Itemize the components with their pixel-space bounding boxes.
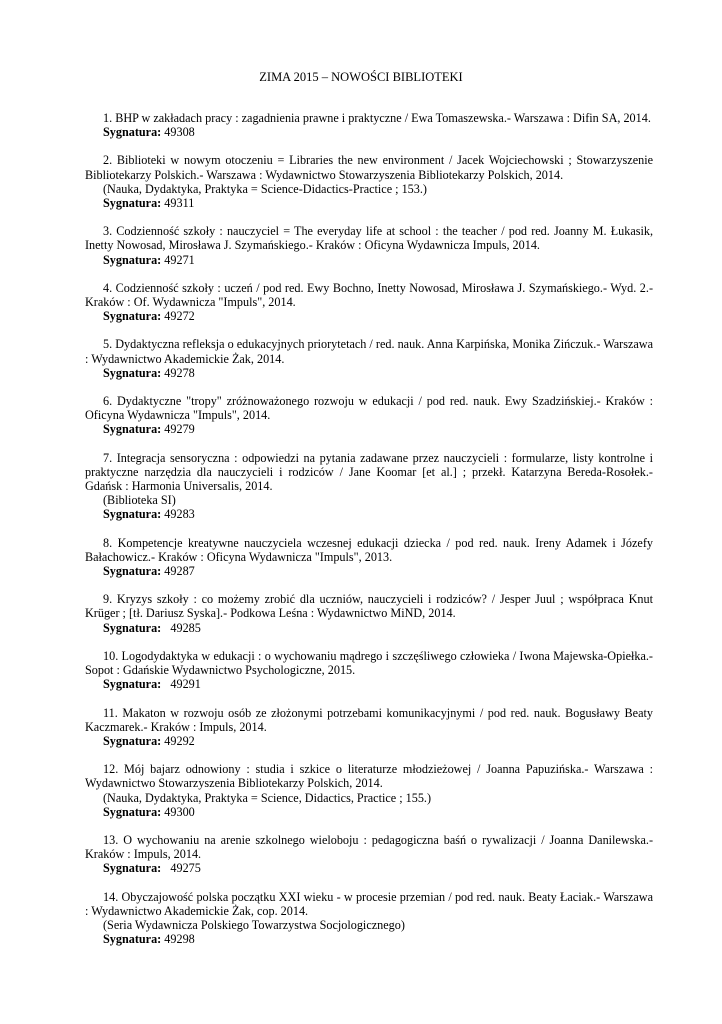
signature-value: 49311 bbox=[161, 196, 195, 211]
list-item bbox=[85, 451, 653, 522]
list-item bbox=[85, 337, 653, 380]
signature-label: Sygnatura: bbox=[103, 252, 162, 267]
signature-value: 49271 bbox=[161, 252, 195, 267]
signature-value: 49308 bbox=[161, 125, 195, 140]
signature-value: 49291 bbox=[161, 677, 201, 692]
entry-signature bbox=[85, 507, 653, 521]
list-item bbox=[85, 649, 653, 692]
list-item bbox=[85, 224, 653, 267]
entry-signature bbox=[85, 677, 653, 691]
book-list bbox=[85, 111, 653, 960]
entry-series-note: (Nauka, Dydaktyka, Praktyka = Science-Didactics-Practice ; 153.) bbox=[103, 181, 427, 196]
list-item bbox=[85, 833, 653, 876]
entry-description: 9. Kryzys szkoły : co możemy zrobić dla uczniów, nauczycieli i rodziców? / Jesper Juul ; współpraca Knut Krüger ; [tł. Dariusz Syska].- Podkowa Leśna : Wydawnictwo MiND, 2014. bbox=[85, 592, 653, 621]
list-item bbox=[85, 592, 653, 635]
signature-value: 49292 bbox=[161, 733, 195, 748]
signature-value: 49279 bbox=[161, 422, 195, 437]
list-item bbox=[85, 281, 653, 324]
entry-description: 14. Obyczajowość polska początku XXI wieku - w procesie przemian / pod red. nauk. Beaty Łaciak.- Warszawa : Wydawnictwo Akademickie Żak, cop. 2014. bbox=[85, 889, 653, 918]
signature-value: 49278 bbox=[161, 365, 195, 380]
list-item bbox=[85, 536, 653, 579]
entry-signature bbox=[85, 253, 653, 267]
signature-label: Sygnatura: bbox=[103, 733, 162, 748]
entry-description: 10. Logodydaktyka w edukacji : o wychowaniu mądrego i szczęśliwego człowieka / Iwona Majewska-Opiełka.- Sopot : Gdańskie Wydawnictwo Psychologiczne, 2015. bbox=[85, 648, 653, 678]
signature-value: 49272 bbox=[161, 309, 195, 324]
signature-label: Sygnatura: bbox=[103, 309, 162, 324]
entry-description: 13. O wychowaniu na arenie szkolnego wieloboju : pedagogiczna baśń o rywalizacji / Joanna Danilewska.- Kraków : Impuls, 2014. bbox=[85, 832, 653, 862]
signature-label: Sygnatura: bbox=[103, 507, 162, 522]
list-item bbox=[85, 153, 653, 210]
signature-label: Sygnatura: bbox=[103, 365, 162, 380]
entry-signature bbox=[85, 196, 653, 210]
entry-signature bbox=[85, 309, 653, 323]
signature-label: Sygnatura: bbox=[103, 422, 162, 437]
signature-label: Sygnatura: bbox=[103, 620, 162, 635]
entry-description: 1. BHP w zakładach pracy : zagadnienia prawne i praktyczne / Ewa Tomaszewska.- Warszawa : Difin SA, 2014. bbox=[103, 111, 651, 125]
entry-signature bbox=[85, 734, 653, 748]
signature-label: Sygnatura: bbox=[103, 677, 162, 692]
entry-signature bbox=[85, 805, 653, 819]
signature-value: 49285 bbox=[161, 620, 201, 635]
list-item bbox=[85, 706, 653, 749]
signature-label: Sygnatura: bbox=[103, 804, 162, 819]
signature-value: 49283 bbox=[161, 507, 195, 522]
entry-signature bbox=[85, 621, 653, 635]
signature-label: Sygnatura: bbox=[103, 861, 162, 876]
entry-description: 3. Codzienność szkoły : nauczyciel = The everyday life at school : the teacher / pod red. Joanny M. Łukasik, Inetty Nowosad, Mirosława J. Szymańskiego.- Kraków : Oficyna Wydawnicza Impuls, 2014. bbox=[85, 224, 653, 253]
signature-value: 49298 bbox=[161, 932, 195, 947]
signature-label: Sygnatura: bbox=[103, 125, 162, 140]
entry-description: 8. Kompetencje kreatywne nauczyciela wczesnej edukacji dziecka / pod red. nauk. Ireny Adamek i Józefy Bałachowicz.- Kraków : Oficyna Wydawnicza "Impuls", 2013. bbox=[85, 535, 653, 564]
entry-description: 12. Mój bajarz odnowiony : studia i szkice o literaturze młodzieżowej / Joanna Papuzińska.- Warszawa : Wydawnictwo Stowarzyszenia Bibliotekarzy Polskich, 2014. bbox=[85, 762, 653, 791]
entry-signature bbox=[85, 932, 653, 946]
list-item bbox=[85, 111, 653, 139]
entry-signature bbox=[85, 125, 653, 139]
signature-label: Sygnatura: bbox=[103, 564, 162, 579]
list-item bbox=[85, 890, 653, 947]
entry-description: 4. Codzienność szkoły : uczeń / pod red. Ewy Bochno, Inetty Nowosad, Mirosława J. Szymańskiego.- Wyd. 2.- Kraków : Of. Wydawnicza "Impuls", 2014. bbox=[85, 280, 653, 310]
signature-value: 49275 bbox=[161, 861, 201, 876]
entry-signature bbox=[85, 422, 653, 436]
entry-description: 6. Dydaktyczne "tropy" zróżnoważonego rozwoju w edukacji / pod red. nauk. Ewy Szadzińskiej.- Kraków : Oficyna Wydawnicza "Impuls", 2014. bbox=[85, 394, 653, 423]
signature-value: 49300 bbox=[161, 804, 195, 819]
entry-description: 5. Dydaktyczna refleksja o edukacyjnych priorytetach / red. nauk. Anna Karpińska, Monika Zińczuk.- Warszawa : Wydawnictwo Akademickie Żak, 2014. bbox=[85, 337, 653, 366]
entry-description: 11. Makaton w rozwoju osób ze złożonymi potrzebami komunikacyjnymi / pod red. nauk. Bogusławy Beaty Kaczmarek.- Kraków : Impuls, 2014. bbox=[85, 705, 653, 734]
entry-signature bbox=[85, 564, 653, 578]
list-item bbox=[85, 762, 653, 819]
entry-description: 7. Integracja sensoryczna : odpowiedzi na pytania zadawane przez nauczycieli : formularze, listy kontrolne i praktyczne narzędzia dla nauczycieli i rodziców / Jane Koomar [et al.] ; przekł. Katarzyna Bereda-Rosołek.- Gdańsk : Harmonia Universalis, 2014. bbox=[85, 450, 653, 494]
entry-description: 2. Biblioteki w nowym otoczeniu = Libraries the new environment / Jacek Wojciechowski ; Stowarzyszenie Bibliotekarzy Polskich.- Warszawa : Wydawnictwo Stowarzyszenia Bibliotekarzy Polskich, 2014. bbox=[85, 153, 653, 182]
signature-value: 49287 bbox=[161, 564, 195, 579]
page-title: ZIMA 2015 – NOWOŚCI BIBLIOTEKI bbox=[259, 70, 463, 84]
entry-series-note: (Seria Wydawnicza Polskiego Towarzystwa Socjologicznego) bbox=[103, 917, 405, 932]
list-item bbox=[85, 394, 653, 437]
entry-signature bbox=[85, 366, 653, 380]
entry-series-note: (Biblioteka SI) bbox=[103, 493, 176, 508]
signature-label: Sygnatura: bbox=[103, 932, 162, 947]
entry-signature bbox=[85, 861, 653, 875]
entry-series-note: (Nauka, Dydaktyka, Praktyka = Science, Didactics, Practice ; 155.) bbox=[103, 790, 432, 805]
signature-label: Sygnatura: bbox=[103, 196, 162, 211]
